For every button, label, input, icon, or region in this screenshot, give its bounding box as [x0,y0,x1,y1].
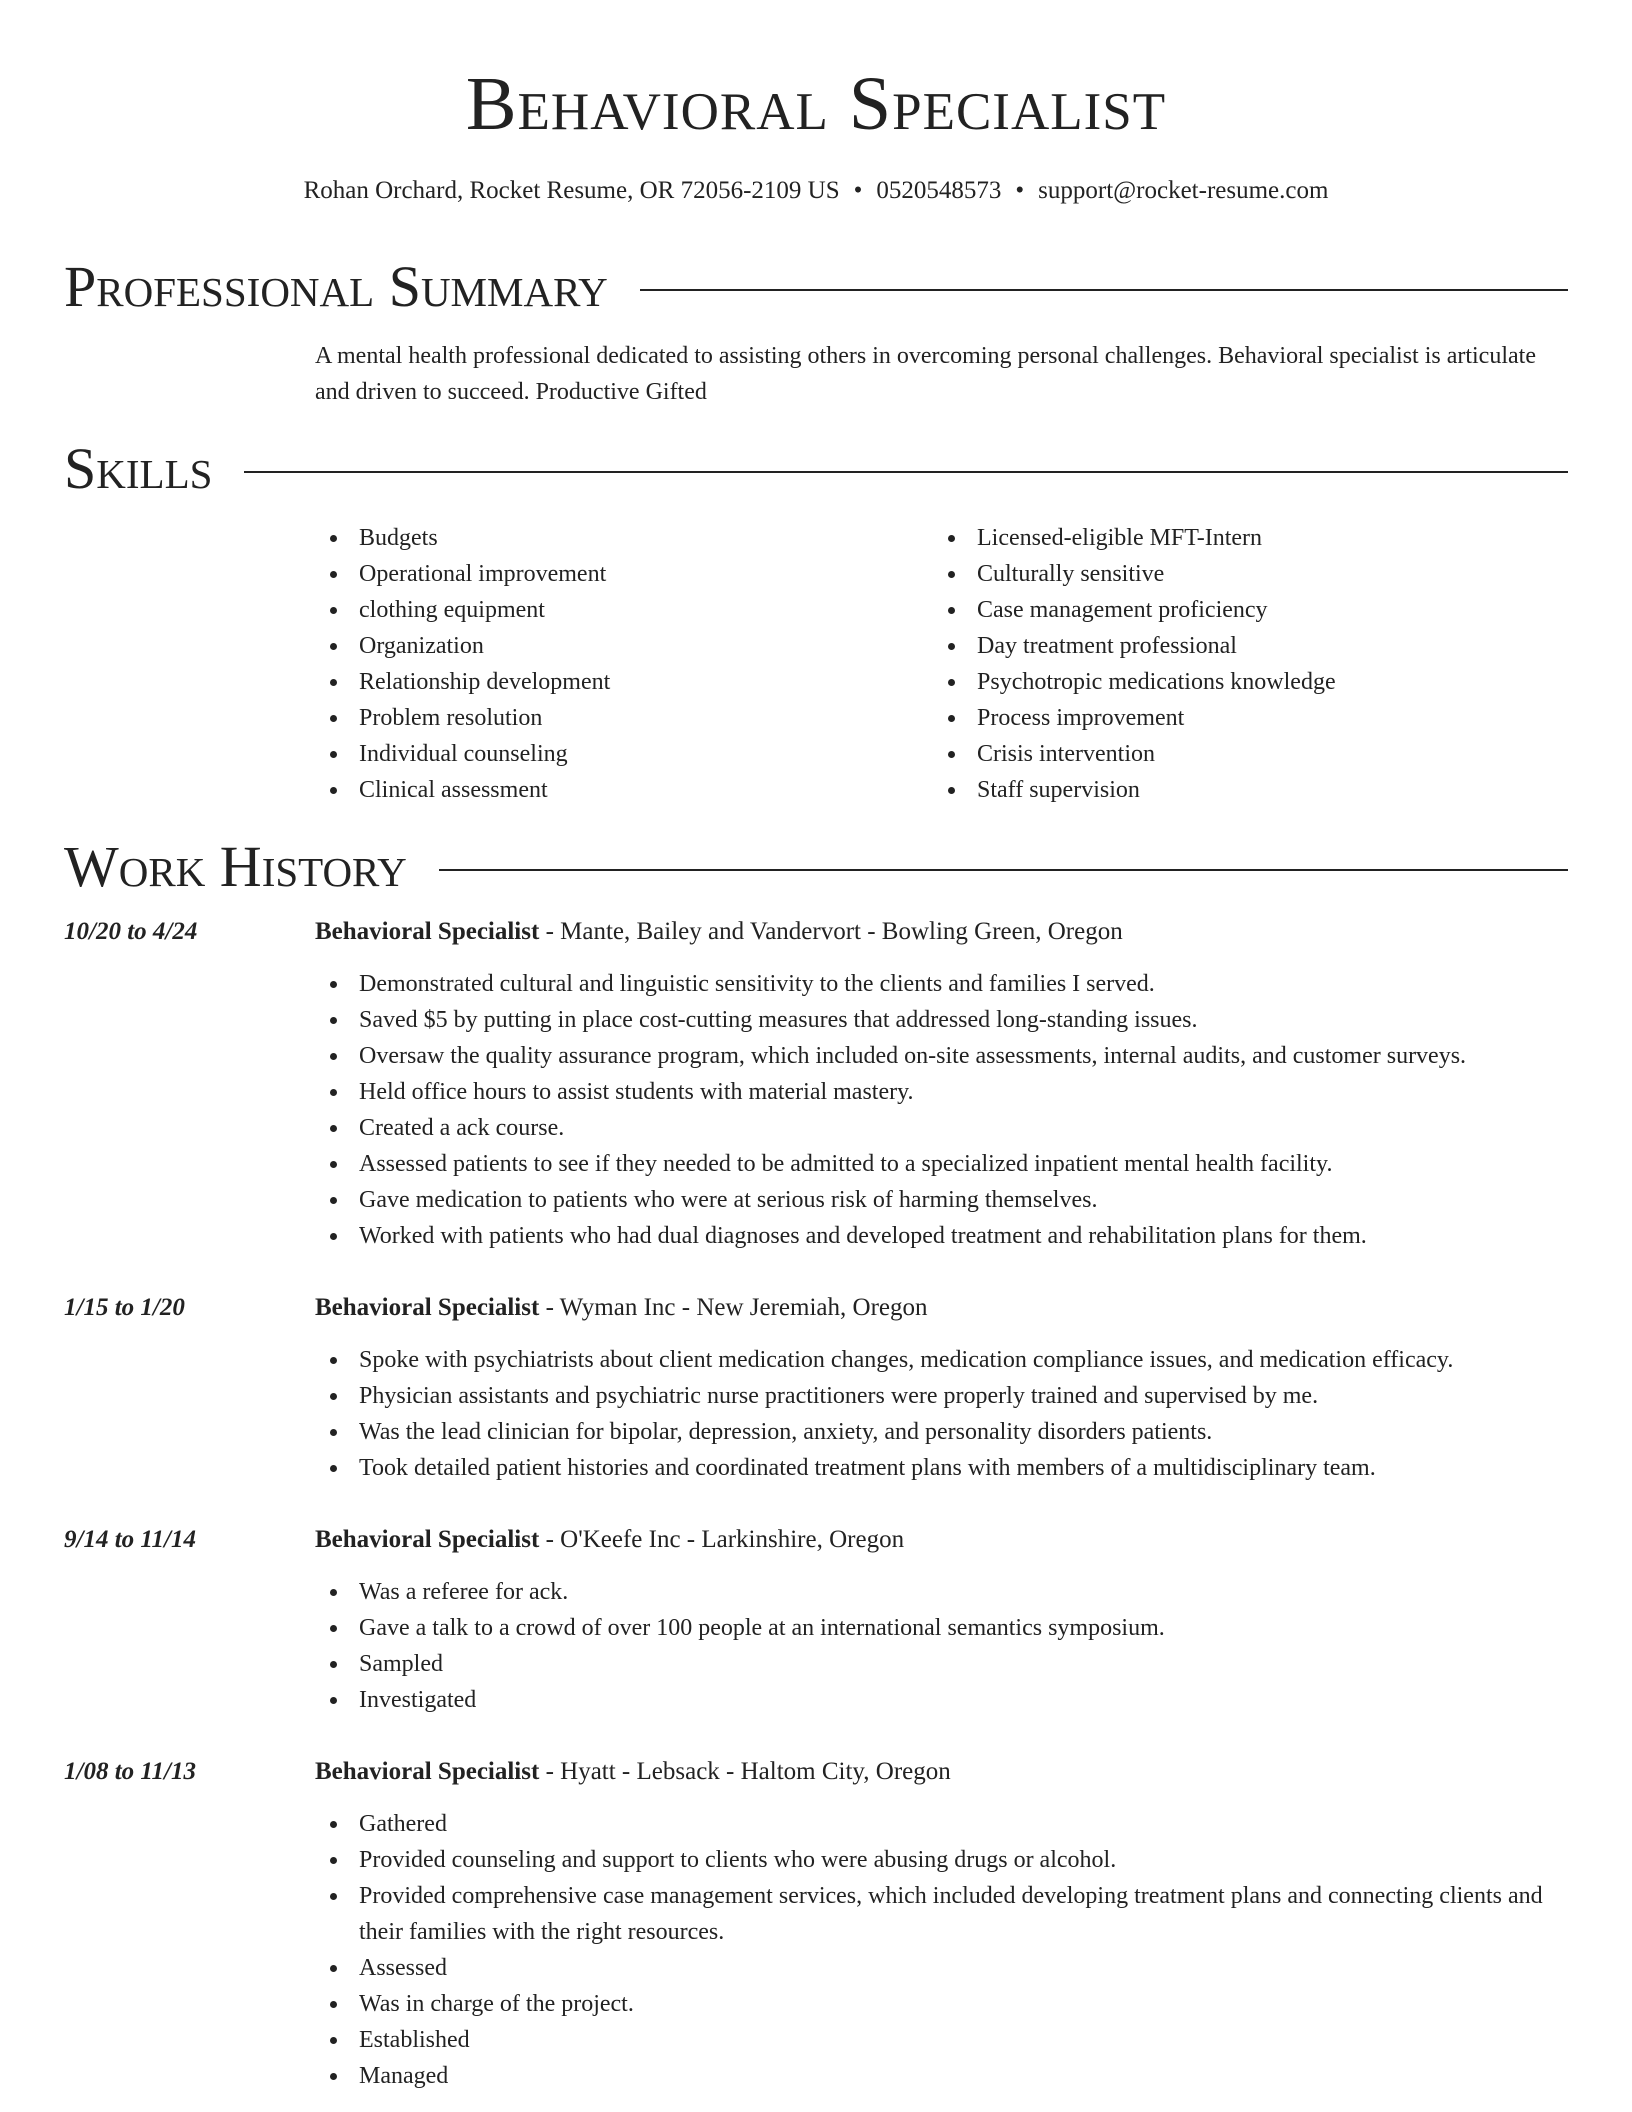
job-bullet-item: Took detailed patient histories and coordinated treatment plans with members of a multidisciplinary team. [359,1450,1565,1486]
skill-item: Organization [359,628,933,664]
section-heading-work-history [64,833,1568,901]
job-heading [315,1754,1565,1790]
job-bullet-item: Was the lead clinician for bipolar, depression, anxiety, and personality disorders patients. [359,1414,1565,1450]
job-bullet-item: Physician assistants and psychiatric nurse practitioners were properly trained and supervised by me. [359,1378,1565,1414]
job-bullet-item: Investigated [359,1682,1565,1718]
contact-line [0,174,1632,208]
job-heading [315,1290,1565,1326]
skill-item: Case management proficiency [977,592,1336,628]
job-bullet-item: Spoke with psychiatrists about client medication changes, medication compliance issues, and medication efficacy. [359,1342,1565,1378]
skills-column-2 [933,520,1336,808]
job-bullet-item: Established [359,2022,1565,2058]
contact-address: Rohan Orchard, Rocket Resume, OR 72056-2109 US [303,177,840,204]
job-bullet-item: Gathered [359,1806,1565,1842]
skill-item: Relationship development [359,664,933,700]
job-bullet-item: Sampled [359,1646,1565,1682]
job-bullet-item: Assessed patients to see if they needed to be admitted to a specialized inpatient mental health facility. [359,1146,1565,1182]
job-bullet-item: Saved $5 by putting in place cost-cutting measures that addressed long-standing issues. [359,1002,1565,1038]
job-bullet-item: Managed [359,2058,1565,2094]
job-details: - Hyatt - Lebsack - Haltom City, Oregon [539,1758,951,1785]
job-bullet-item: Provided comprehensive case management services, which included developing treatment plans and connecting clients and their families with the right resources. [359,1878,1565,1950]
job-bullet-item: Worked with patients who had dual diagnoses and developed treatment and rehabilitation plans for them. [359,1218,1565,1254]
skill-item: clothing equipment [359,592,933,628]
section-heading-label: Work History [64,834,407,899]
skills-list [315,520,1565,808]
summary-text: A mental health professional dedicated to assisting others in overcoming personal challenges. Behavioral specialist is articulate and driven to succeed. Productive Gifted [315,343,1536,405]
skill-item: Problem resolution [359,700,933,736]
skill-item: Psychotropic medications knowledge [977,664,1336,700]
skill-item: Individual counseling [359,736,933,772]
section-heading-label: Skills [64,436,213,501]
job-bullet-item: Gave medication to patients who were at serious risk of harming themselves. [359,1182,1565,1218]
job-bullet-item: Oversaw the quality assurance program, which included on-site assessments, internal audits, and customer surveys. [359,1038,1565,1074]
section-heading-label: Professional Summary [64,254,608,319]
skill-item: Operational improvement [359,556,933,592]
section-heading-skills [64,435,1568,503]
job-details: - Mante, Bailey and Vandervort - Bowling Green, Oregon [539,918,1123,945]
section-divider [640,289,1568,291]
job-bullet-item: Demonstrated cultural and linguistic sensitivity to the clients and families I served. [359,966,1565,1002]
job-dates: 1/08 to 11/13 [64,1758,196,1785]
job-bullet-item: Held office hours to assist students with material mastery. [359,1074,1565,1110]
job-bullet-item: Provided counseling and support to clients who were abusing drugs or alcohol. [359,1842,1565,1878]
job-dates: 9/14 to 11/14 [64,1526,196,1553]
contact-separator: • [1015,177,1025,204]
skills-column-1 [315,520,933,808]
skill-item: Culturally sensitive [977,556,1336,592]
skill-item: Licensed-eligible MFT-Intern [977,520,1336,556]
contact-phone: 0520548573 [876,177,1002,204]
skill-item: Clinical assessment [359,772,933,808]
skill-item: Budgets [359,520,933,556]
job-title: Behavioral Specialist [315,1294,540,1321]
job-details: - Wyman Inc - New Jeremiah, Oregon [539,1294,928,1321]
job-title: Behavioral Specialist [315,1526,540,1553]
job-bullets [315,1342,1565,1486]
job-details: - O'Keefe Inc - Larkinshire, Oregon [539,1526,905,1553]
job-bullet-item: Gave a talk to a crowd of over 100 people at an international semantics symposium. [359,1610,1565,1646]
contact-email: support@rocket-resume.com [1038,177,1329,204]
job-bullet-item: Assessed [359,1950,1565,1986]
skill-item: Process improvement [977,700,1336,736]
skill-item: Day treatment professional [977,628,1336,664]
section-heading-summary [64,253,1568,321]
job-bullets [315,966,1565,1254]
job-title: Behavioral Specialist [315,918,540,945]
job-bullet-item: Was a referee for ack. [359,1574,1565,1610]
job-bullet-item: Created a ack course. [359,1110,1565,1146]
job-dates: 1/15 to 1/20 [64,1294,185,1321]
job-dates: 10/20 to 4/24 [64,918,198,945]
skill-item: Crisis intervention [977,736,1336,772]
section-divider [244,471,1568,473]
contact-separator: • [853,177,863,204]
job-bullet-item: Was in charge of the project. [359,1986,1565,2022]
job-bullets [315,1574,1565,1718]
skill-item: Staff supervision [977,772,1336,808]
resume-name-heading: Behavioral Specialist [465,62,1167,146]
job-title: Behavioral Specialist [315,1758,540,1785]
job-bullets [315,1806,1565,2094]
job-heading [315,1522,1565,1558]
section-divider [439,869,1568,871]
job-heading [315,914,1565,950]
